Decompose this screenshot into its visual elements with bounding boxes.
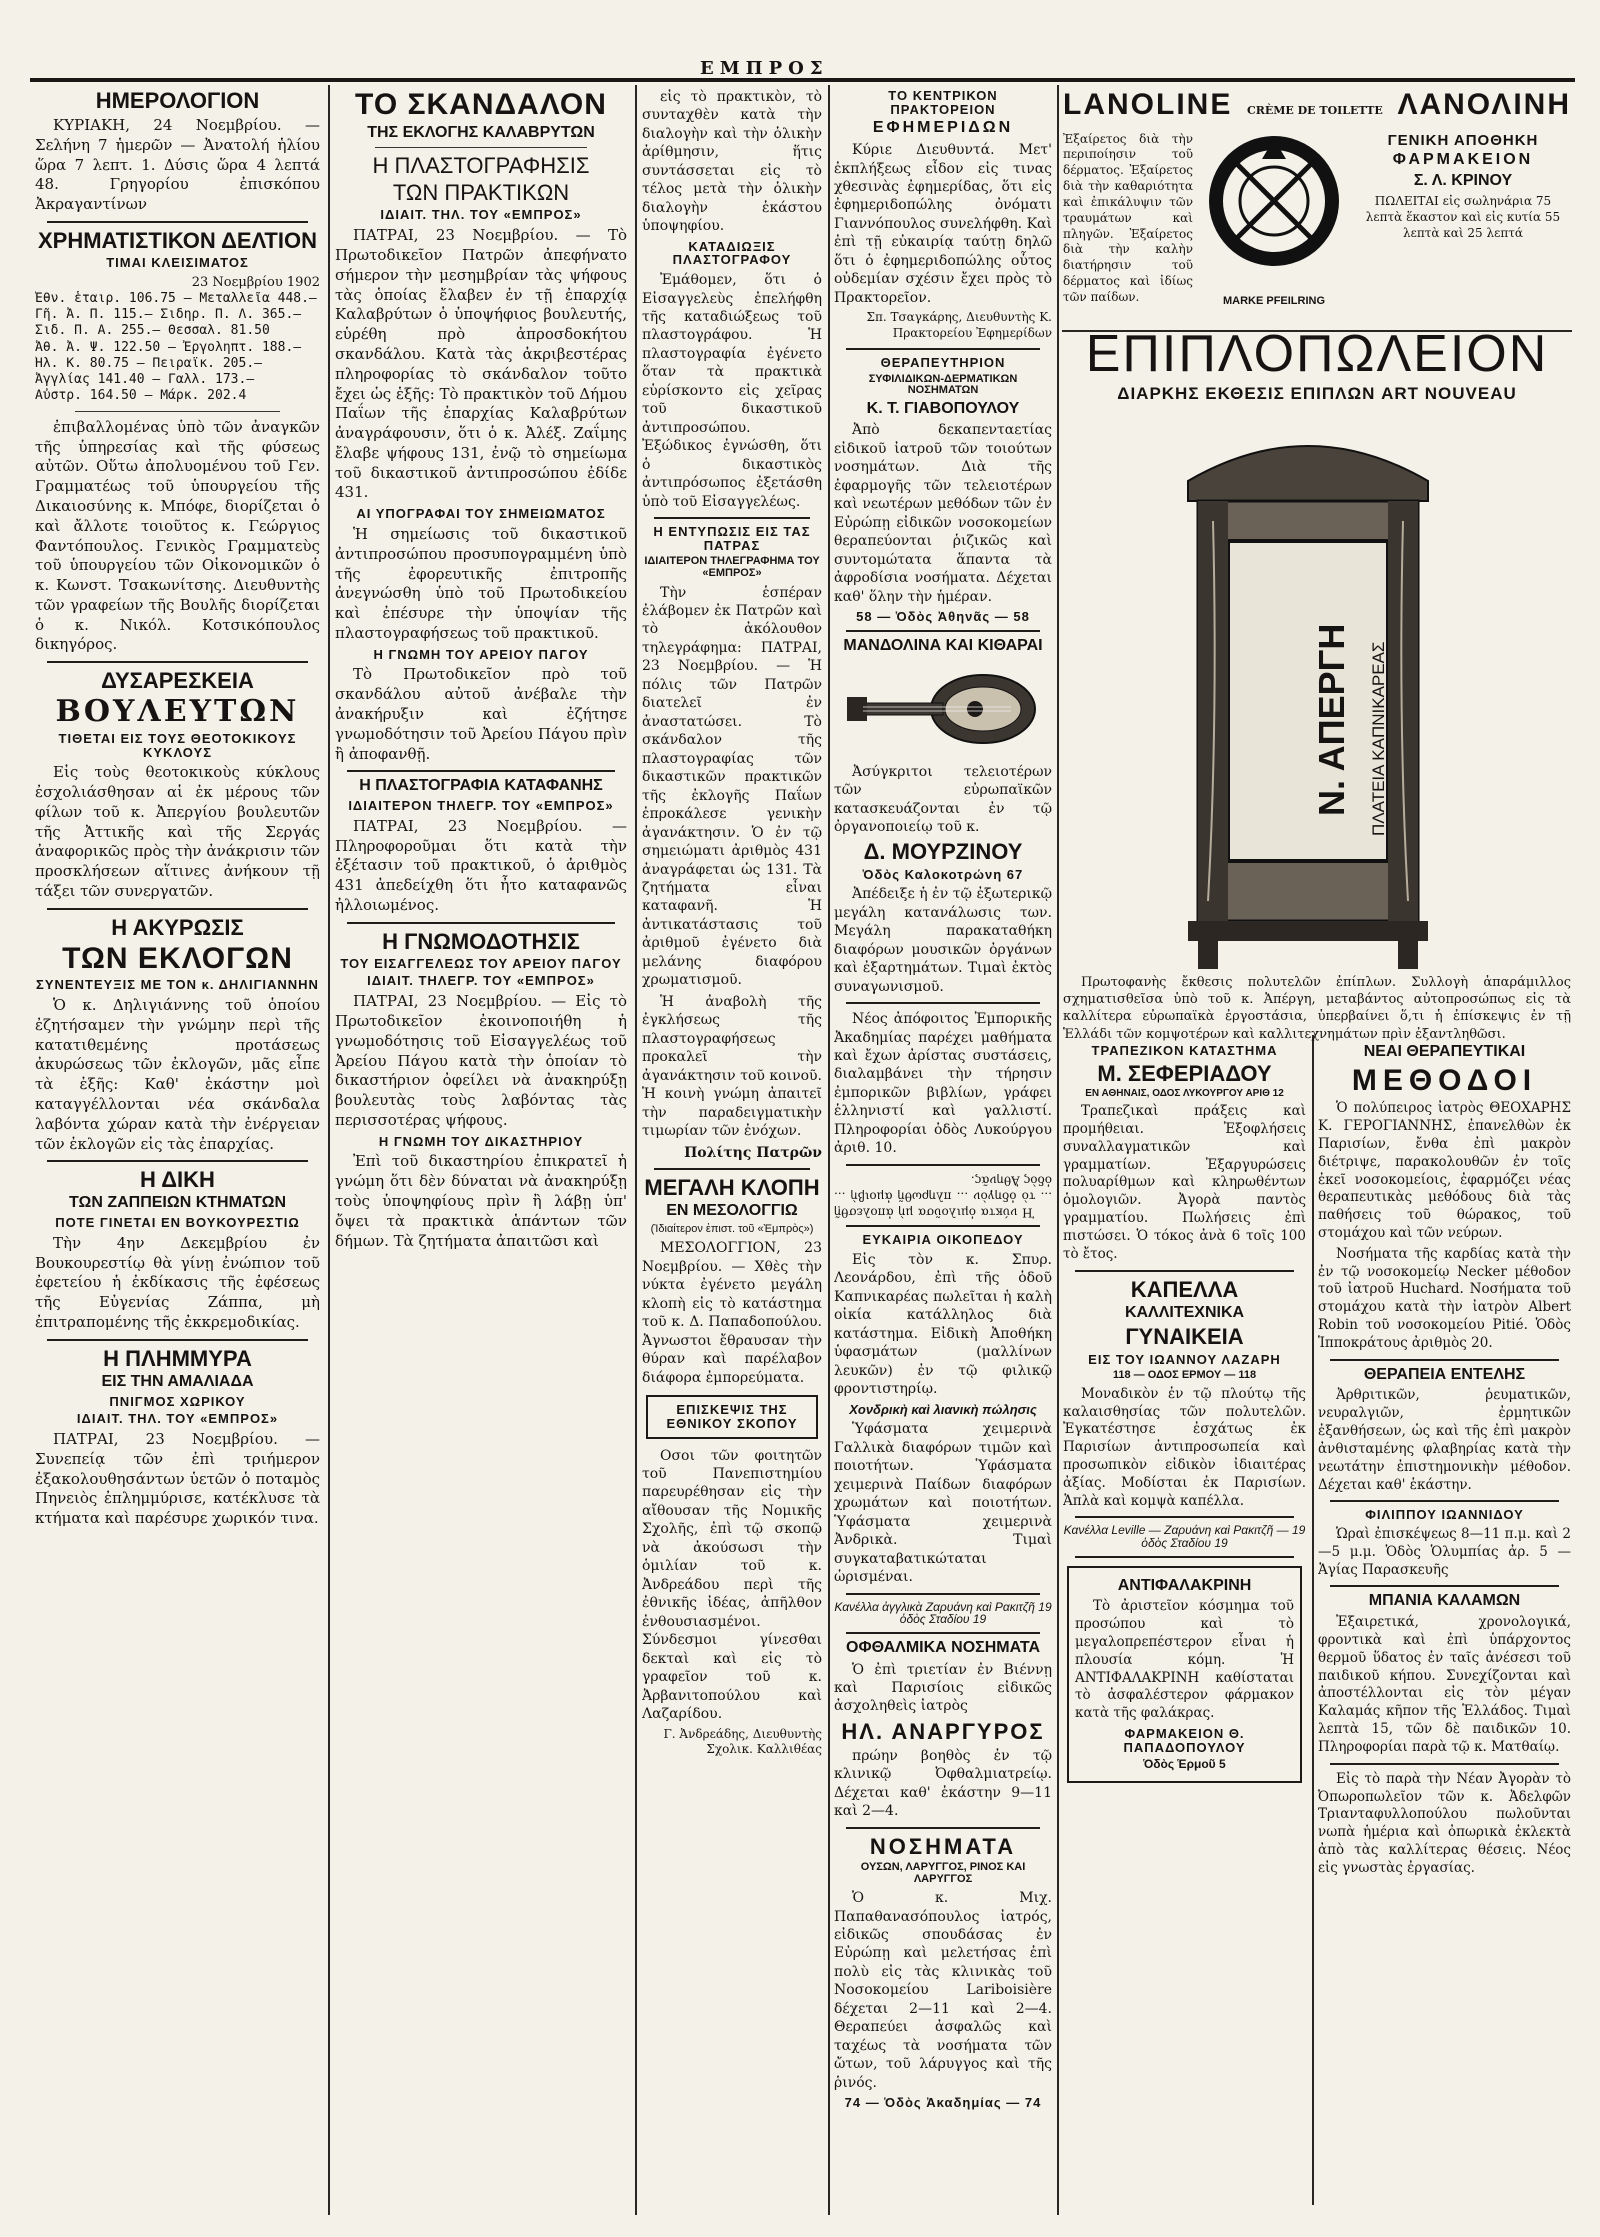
hat-subtitle-2: ΓΥΝΑΙΚΕΙΑ [1125, 1324, 1244, 1350]
divider [846, 1593, 1040, 1595]
finance-row: Ἐθν. ἑταιρ. 106.75 — Μεταλλεῖα 448.— [35, 290, 317, 306]
therapy-title: ΘΕΡΑΠΕΙΑ ΕΝΤΕΛΗΣ [1363, 1365, 1526, 1383]
col3-sub2: Η ΕΝΤΥΠΩΣΙΣ ΕΙΣ ΤΑΣ ΠΑΤΡΑΣ [653, 524, 811, 553]
med-text-2: Νοσήματα τῆς καρδίας κατὰ τὴν ἐν τῷ νοσοκομείῳ Necker μέθοδον τοῦ ἰατροῦ Huchard. Νοσήματα τοῦ στομάχου κατὰ τὴν ἰατρὸν Albert Robin τοῦ νοσοκομείου Pitié. Ὁδὸς Ἱπποκράτους ἀριθμὸς 20. [1318, 1245, 1571, 1351]
ad3-text: Ἀσύγκριτοι τελειοτέρων τῶν εὐρωπαϊκῶν κατασκευάζονται ἐν τῷ ὀργανοποιείῳ τοῦ κ. [834, 763, 1052, 836]
pfeilring-logo-icon [1204, 129, 1344, 289]
col3-text-5: ΜΕΣΟΛΟΓΓΙΟΝ, 23 Νοεμβρίου. — Χθὲς τὴν νύκτα ἐγένετο μεγάλη κλοπὴ εἰς τὸ κατάστημα τοῦ κ. Δ. Παπαδοπούλου. Ἀγνωστοι ἔθραυσαν τὴν θύραν καὶ παρέλαβον διάφορα ἐμπορεύματα. [642, 1240, 822, 1386]
ad6-title-2: Χονδρικὴ καὶ λιανικὴ πώλησις [849, 1401, 1037, 1417]
ad8-title: ΟΦΘΑΛΜΙΚΑ ΝΟΣΗΜΑΤΑ [846, 1638, 1040, 1656]
divider [846, 1164, 1040, 1166]
divider [47, 661, 308, 663]
scandal-subtitle: ΤΗΣ ΕΚΛΟΓΗΣ ΚΑΛΑΒΡΥΤΩΝ [367, 123, 595, 141]
lanoline-right: ΛΑΝΟΛΙΝΗ [1397, 88, 1571, 121]
ad1-sign: Σπ. Τσαγκάρης, Διευθυντὴς Κ. Πρακτορείου Ἐφημερίδων [866, 310, 1052, 341]
scandal-text-2: Ἡ σημείωσις τοῦ δικαστικοῦ ἀντιπροσώπου προσυπογραμμένη ὑπὸ τῆς ἐφορευτικῆς ἐπιτροπῆς ἀνεγνώσθη ὑπὸ τοῦ Πρωτοδικείου καὶ ἐπέσυρε τὴν ὑποψίαν τῆς πλαστογραφήσεως τοῦ πρακτικοῦ. [335, 524, 627, 642]
baths-text: Ἐξαιρετικά, χρονολογικά, φροντικὰ καὶ ἐπὶ ὑπάρχοντος θερμοῦ ὕδατος ἐν ταῖς ἀνέσεσι τοῦ παιδικοῦ κήπου. Συνεχίζονται καὶ ἀποστέλλονται εἰς τὸν μέγαν Καλαμάς κῆπον τῆς Ἑλλάδος. Τιμαὶ λεπτὰ 15, τῶν δὲ παιδικῶν 10. Πληροφορίαι παρὰ τῷ κ. Ματθαίῳ. [1318, 1614, 1571, 1755]
column-5-right [1318, 1040, 1571, 2205]
ad7-text: Κανέλλα ἀγγλικὰ Ζαρυάνη καὶ Ρακιτζῆ 19 ὁδὸς Σταδίου 19 [834, 1599, 1052, 1627]
ad2-name: Κ. Τ. ΓΙΑΒΟΠΟΥΛΟΥ [866, 399, 1020, 417]
philippou-text: Ὡραὶ ἐπισκέψεως 8—11 π.μ. καὶ 2—5 μ.μ. Ὁδὸς Ὁλυμπίας ἀρ. 5 — Ἁγίας Παρασκευῆς [1318, 1525, 1571, 1578]
col3-text-1: εἰς τὸ πρακτικὸν, τὸ συνταχθὲν κατὰ τὴν διαλογὴν καὶ τὴν ὁλικὴν ἀρίθμησιν, ἥτις συντάσσεται εἰς τὸ τέλος μετὰ τὴν ὁλικὴν διαλογὴν ἑκάστου ὑποψηφίου. [642, 89, 822, 235]
diki-subtitle: ΤΩΝ ΖΑΠΠΕΙΩΝ ΚΤΗΜΑΤΩΝ [69, 1194, 286, 1212]
med-subtitle: ΜΕΘΟΔΟΙ [1351, 1063, 1538, 1097]
ad2-title: ΘΕΡΑΠΕΥΤΗΡΙΟΝ [880, 354, 1006, 370]
column-rule [635, 85, 637, 2215]
canella-ad: Κανέλλα Leville — Ζαρυάνη καὶ Ρακιτζῆ — 19 ὁδὸς Σταδίου 19 [1063, 1523, 1306, 1550]
bank-address: ΕΝ ΑΘΗΝΑΙΣ, ΟΔΟΣ ΛΥΚΟΥΡΓΟΥ ΑΡΙΘ 12 [1085, 1087, 1284, 1099]
divider [1330, 1585, 1559, 1587]
ad8-text-2: πρώην βοηθὸς ἐν τῷ κλινικῷ Ὀφθαλμιατρείῳ. Δέχεται καθ' ἑκάστην 9—11 καὶ 2—4. [834, 1748, 1052, 1820]
ekloghon-text: Ὁ κ. Δηλιγιάννης τοῦ ὁποίου ἐζητήσαμεν τὴν γνώμην περὶ τῆς κατατιθεμένης προτάσεως ἀκυρώσεως τῶν ἐκλογῶν, μᾶς εἶπε τὰ ἑξῆς: Καθ' ἑκάστην μοὶ καταγγέλλονται νέα σκάνδαλα λαβόντα χώραν κατὰ τὴν ἐνέργειαν τῶν ἐκλογῶν εἰς τὰς ἐπαρχίας. [35, 995, 320, 1153]
bank-title: ΤΡΑΠΕΖΙΚΟΝ ΚΑΤΑΣΤΗΜΑ [1091, 1043, 1278, 1058]
lanoline-body [1063, 129, 1571, 309]
mandolin-illustration [843, 661, 1043, 757]
scandal-text-5: ΠΑΤΡΑΙ, 23 Νοεμβρίου. — Εἰς τὸ Πρωτοδικεῖον ἐκοινοποιήθη ἡ γνωμοδότησις τοῦ Εἰσαγγελέως τοῦ Ἀρείου Πάγου κατὰ τὴν ὁποίαν τὸ δικαστήριον ὀφείλει νὰ ἀνακηρύξῃ βουλευτὰς τοὺς λαβόντας τὰς περισσοτέρας ψήφους. [335, 992, 627, 1129]
col3-text-2: Ἐμάθομεν, ὅτι ὁ Εἰσαγγελεὺς ἐπελήφθη τῆς καταδιώξεως τοῦ πλαστογράφου. Ἡ πλαστογραφία ἐγένετο ὅταν τὰ πρακτικὰ εὑρίσκοντο εἰς χεῖρας τοῦ δικαστικοῦ ἀντιπροσώπου. Ἐξώδικος ἐγνώσθη, ὅτι ὁ δικαστικὸς ἀντιπρόσωπος ἐξετάσθη ὑπὸ τοῦ Εἰσαγγελέως. [642, 272, 822, 510]
col3-sub3c: (Ἰδιαίτερον ἐπιστ. τοῦ «Ἐμπρὸς») [650, 1222, 814, 1235]
divider [1075, 1556, 1294, 1558]
hat-name: ΕΙΣ ΤΟΥ ΙΩΑΝΝΟΥ ΛΑΖΑΡΗ [1088, 1351, 1281, 1367]
furniture-vertical-name-right: Ν. ΑΠΕΡΓΗ [1311, 623, 1352, 817]
calendar-title: ΗΜΕΡΟΛΟΓΙΟΝ [95, 88, 260, 113]
scandal-sub2b: ΤΩΝ ΠΡΑΚΤΙΚΩΝ [392, 180, 570, 206]
hat-text: Μοναδικὸν ἐν τῷ πλούτῳ τῆς καλαισθησίας τῶν πολυτελῶν. Ἐγκατέστησε ἐσχάτως ἐκ Παρισίων ἀντιπροσωπεία καὶ προσωπικὸν εἰδικὸν ἰδιαιτέρας ἀξίας. Μοδίσται ἐκ Παρισίων. Ἁπλὰ καὶ κομψὰ καπέλλα. [1063, 1385, 1306, 1509]
ad9-subtitle: ΟΥΣΩΝ, ΛΑΡΥΓΓΟΣ, ΡΙΝΟΣ ΚΑΙ ΛΑΡΥΓΓΟΣ [860, 1860, 1026, 1885]
hat-address: 118 — ΟΔΟΣ ΕΡΜΟΥ — 118 [1112, 1369, 1257, 1382]
dysarestia-title: ΔΥΣΑΡΕΣΚΕΙΑ [101, 668, 254, 694]
antifalakrini-box [1067, 1566, 1302, 1783]
divider [654, 517, 810, 519]
column-rule [828, 85, 830, 2215]
column-5-left [1063, 1040, 1306, 2205]
col3-sub2b: ΙΔΙΑΙΤΕΡΟΝ ΤΗΛΕΓΡΑΦΗΜΑ ΤΟΥ «ΕΜΠΡΟΣ» [644, 555, 820, 579]
scandal-sub6: Η ΠΛΑΣΤΟΓΡΑΦΙΑ ΚΑΤΑΦΑΝΗΣ [359, 777, 603, 795]
ad4-text: Νέος ἀπόφοιτος Ἐμπορικῆς Ἀκαδημίας παρέχει μαθήματα καὶ ἔχων ἀρίστας συστάσεις, διαλαμβάνει τὴν τήρησιν ἐμπορικῶν βιβλίων, γράφει ἑλληνιστί καὶ γαλλιστί. Πληροφορίαι ὁδὸς Λυκούργου ἀριθ. 10. [834, 1011, 1052, 1157]
bank-name: Μ. ΣΕΦΕΡΙΑΔΟΥ [1097, 1060, 1272, 1086]
ad6-title: ΕΥΚΑΙΡΙΑ ΟΙΚΟΠΕΔΟΥ [862, 1232, 1024, 1248]
ad8-name: ΗΛ. ΑΝΑΡΓΥΡΟΣ [841, 1718, 1045, 1744]
column-rule [1057, 85, 1059, 2215]
finance-row: Αὐστρ. 164.50 — Μάρκ. 202.4 [35, 388, 247, 404]
therapy-text: Ἀρθριτικῶν, ῥευματικῶν, νευραλγιῶν, ἐρμητικῶν ἐξανθήσεων, ὡς καὶ τῆς ἐπὶ μακρὸν ἀνθισταμένης φλαβηρίας κατὰ τὴν νεωτάτην ἐπιστημονικὴν μέθοδον. Δέχεται καθ' ἑκάστην. [1318, 1387, 1571, 1493]
lanoline-brand: MARKE PFEILRING [1222, 294, 1326, 307]
finance-text: ἐπιβαλλομένας ὑπὸ τῶν ἀναγκῶν τῆς ὑπηρεσίας καὶ τῆς φύσεως αὐτῶν. Οὕτω ἀπολυομένου τοῦ Γεν. Γραμματέως τοῦ ὑπουργείου τῆς Δικαιοσύνης κ. Μπόφε, διορίζεται ὁ καὶ ἄλλοτε τοιοῦτος κ. Γεώργιος Φαντόπουλος. Γενικὸς Γραμματεὺς τοῦ ὑπουργείου τῶν Οἰκονομικῶν ὁ κ. Κωνστ. Τσακωνίτσης. Διευθυντὴς τῶν γραφείων τῆς Βουλῆς διορίζεται ὁ κ. Νικόλ. Κοτσικόπουλος δικηγόρος. [35, 417, 320, 654]
lanoline-store-title: ΓΕΝΙΚΗ ΑΠΟΘΗΚΗ [1387, 131, 1539, 149]
finance-date: 23 Νοεμβρίου 1902 [191, 274, 320, 290]
lanoline-store-name: Σ. Λ. ΚΡΙΝΟΥ [1413, 172, 1513, 190]
col3-sub3b: ΕΝ ΜΕΣΟΛΟΓΓΙΩ [666, 1202, 798, 1220]
scandal-sub7c: ΙΔΙΑΙΤ. ΤΗΛΕΓΡ. ΤΟΥ «ΕΜΠΡΟΣ» [367, 973, 595, 989]
bouleuton-subtitle: ΤΙΘΕΤΑΙ ΕΙΣ ΤΟΥΣ ΘΕΟΤΟΚΙΚΟΥΣ ΚΥΚΛΟΥΣ [58, 730, 297, 760]
diki-title: Η ΔΙΚΗ [140, 1167, 215, 1193]
divider [654, 1168, 810, 1170]
masthead: ΕΜΠΡΟΣ [700, 58, 829, 79]
lanoline-text: Ἐξαίρετος διὰ τὴν περιποίησιν τοῦ δέρματος. Ἐξαίρετος διὰ τὴν καθαριότητα καὶ ἐπικάλυψιν τῶν τραυμάτων καὶ πληγῶν. Ἐξαίρετος διὰ τὴν καλὴν διατήρησιν τοῦ δέρματος καὶ ἰδίως τῶν παίδων. [1063, 131, 1193, 304]
divider [375, 147, 587, 148]
lanoline-left: LANOLINE [1063, 88, 1233, 121]
divider [846, 630, 1040, 632]
divider [1075, 1270, 1294, 1272]
ekloghon-subtitle: ΣΥΝΕΝΤΕΥΞΙΣ ΜΕ ΤΟΝ κ. ΔΗΛΙΓΙΑΝΝΗΝ [36, 977, 319, 993]
divider [47, 1160, 308, 1162]
plimmyra-subtitle: ΕΙΣ ΤΗΝ ΑΜΑΛΙΑΔΑ [101, 1372, 254, 1390]
bouleuton-title: ΒΟΥΛΕΥΤΩΝ [55, 694, 300, 730]
plimmyra-subtitle-2: ΠΝΙΓΜΟΣ ΧΩΡΙΚΟΥ [109, 1393, 246, 1409]
ad6-text: Εἰς τὸν κ. Σπυρ. Λεονάρδου, ἐπὶ τῆς ὁδοῦ Καπνικαρέας πωλεῖται ἡ καλὴ οἰκία κατάλληλος διὰ κατάστημα. Εἰδικὴ Ἀποθήκη ὑφασμάτων (μαλλίνων λευκῶν) ἐν τῷ φιλικῷ φροντιστηρίῳ. [834, 1251, 1052, 1398]
antifalakrini-title: ΑΝΤΙΦΑΛΑΚΡΙΝΗ [1117, 1576, 1252, 1594]
antifalakrini-store: ΦΑΡΜΑΚΕΙΟΝ Θ. ΠΑΠΑΔΟΠΟΥΛΟΥ [1123, 1726, 1246, 1755]
col3-text-4: Ἡ ἀναβολὴ τῆς ἐγκλήσεως τῆς πλαστογραφήσεως προκαλεῖ τὴν ἀγανάκτησιν τοῦ κοινοῦ. Ἡ κοινὴ γνώμη ἀπαιτεῖ τὴν παραδειγματικὴν τιμωρίαν τῶν ἐνόχων. [642, 993, 822, 1140]
column-5-top [1063, 85, 1571, 1045]
col3-text-3: Τὴν ἑσπέραν ἐλάβομεν ἐκ Πατρῶν καὶ τὸ ἀκόλουθον τηλεγράφημα: ΠΑΤΡΑΙ, 23 Νοεμβρίου. — Ἡ πόλις τῶν Πατρῶν διατελεῖ ἐν ἀναστατώσει. Τὸ σκάνδαλον τῆς πλαστογραφίας τῶν δικαστικῶν πρακτικῶν τῆς ἐκλογῆς Παΐων ἐπροκάλεσε γενικὴν ἀγανάκτησιν. Ὁ ἐν τῷ σημειώματι ἀριθμὸς 431 ἀναγράφεται ὡς 131. Τὰ ζητήματα εἶναι καταφανῆ. Ἡ ἀντικατάστασις τοῦ ἀριθμοῦ ἐγένετο διὰ μελάνης διαφόρου χρωματισμοῦ. [642, 584, 822, 989]
divider [1330, 1359, 1559, 1361]
ad3-name: Δ. ΜΟΥΡΖΙΝΟΥ [863, 839, 1023, 865]
column-3 [642, 85, 822, 2205]
hat-subtitle: ΚΑΛΛΙΤΕΧΝΙΚΑ [1124, 1303, 1245, 1321]
scandal-text-6: Ἐπὶ τοῦ δικαστηρίου ἐπικρατεῖ ἡ γνώμη ὅτι δὲν δύναται νὰ ἀνακηρύξῃ τοὺς ὑποψηφίους πρὶν ἢ λάβῃ ὑπ' ὄψει τὰ πρακτικὰ ἁπάντων τῶν δήμων. Τὰ ζητήματα ἀπαιτῶσι καὶ [335, 1152, 627, 1250]
ad2-text: Ἀπὸ δεκαπενταετίας εἰδικοῦ ἰατροῦ τῶν τοιούτων νοσημάτων. Διὰ τῆς ἐφαρμογῆς τῶν τελειοτέρων καὶ νεωτέρων μεθόδων τῶν ἐν Εὐρώπῃ εἰδικῶν νοσοκομείων θεραπεύονται ῥιζικῶς καὶ συντομώτατα ἅπαντα τὰ ἀφροδίσια νοσήματα. Δέχεται καθ' ὅλην τὴν ἡμέραν. [834, 422, 1052, 605]
antifalakrini-address: Ὁδὸς Ἑρμοῦ 5 [1143, 1757, 1226, 1772]
end-text: Εἰς τὸ παρὰ τὴν Νέαν Ἀγορὰν τὸ Ὀπωροπωλεῖον τῶν κ. Ἀδελφῶν Τριανταφυλλοπούλου πωλοῦνται νωπὰ ἡμέρια καὶ ὀπωρικὰ ἐκλεκτὰ ἀπὸ τὰς καλλίτερας θέσεις. Νέος εἰς γνωστὰς ἐργασίας. [1318, 1770, 1571, 1876]
scandal-sub2a: Η ΠΛΑΣΤΟΓΡΑΦΗΣΙΣ [372, 153, 590, 179]
divider [846, 1002, 1040, 1004]
scandal-sub7b: ΤΟΥ ΕΙΣΑΓΓΕΛΕΩΣ ΤΟΥ ΑΡΕΙΟΥ ΠΑΓΟΥ [340, 955, 622, 971]
ad9-address: 74 — Ὁδὸς Ἀκαδημίας — 74 [844, 2095, 1042, 2111]
plimmyra-subtitle-3: ΙΔΙΑΙΤ. ΤΗΛ. ΤΟΥ «ΕΜΠΡΟΣ» [76, 1411, 279, 1427]
ad9-text: Ὁ κ. Μιχ. Παπαθανασόπουλος ἰατρός, εἰδικῶς σπουδάσας ἐν Εὐρώπῃ καὶ μελετήσας ἐπὶ πολὺ εἰς τὰς κλινικὰς τοῦ Νοσοκομείου Lariboisière δέχεται 2—11 καὶ 2—4. Θεραπεύει ἀσφαλῶς καὶ ταχέως τὰ νοσήματα τῶν ὤτων, τοῦ λάρυγγος καὶ τῆς ῥινός. [834, 1890, 1052, 2091]
column-2 [335, 85, 627, 2205]
finance-row: Σιδ. Π. Α. 255.— Θεσσαλ. 81.50 [35, 323, 270, 339]
ad6-text-2: Ὑφάσματα χειμερινὰ Γαλλικὰ διαφόρων τιμῶν καὶ ποιοτήτων. Ὑφάσματα χειμερινὰ Παίδων διαφόρων χρωμάτων καὶ ποιοτήτων. Ὑφάσματα χειμερινὰ Ἀνδρικὰ. Τιμαὶ συγκαταβατικώταται ὡρισμέναι. [834, 1421, 1052, 1586]
lanoline-creme: CRÈME DE TOILETTE [1246, 104, 1383, 117]
scandal-text-1: ΠΑΤΡΑΙ, 23 Νοεμβρίου. — Τὸ Πρωτοδικεῖον Πατρῶν ἀπεφήνατο σήμερον τὴν μεσημβρίαν τὰς ψήφους τὰς ὁποίας ἔλαβεν ἐν τῇ ἐπαρχίᾳ Καλαβρύτων ὁ ὑποψήφιος βουλευτής, εὑρέθη πρὸ ἀπροσδοκήτου σκανδάλου. Κατὰ τὰς ἀκριβεστέρας πληροφορίας τὸ σκάνδαλον τοῦτο ἔχει ὡς ἑξῆς: Τὸ πρακτικὸν τοῦ Δήμου Παΐων τῆς ἐπαρχίας Καλαβρύτων ἀναγράφουσιν, ὅτι ὁ κ. Ἀλέξ. Ζαΐμης ἔλαβε ψήφους 131, ἐνῷ τὸ σημείωμα τοῦ δικαστικοῦ ἀντιπροσώπου ἐδίδε 431. [335, 226, 627, 502]
ad2-subtitle: ΣΥΦΙΛΙΔΙΚΩΝ-ΔΕΡΜΑΤΙΚΩΝ ΝΟΣΗΜΑΤΩΝ [868, 372, 1018, 397]
calendar-text: ΚΥΡΙΑΚΗ, 24 Νοεμβρίου. — Σελήνη 7 ἡμερῶν — Ἀνατολή ἡλίου ὥρα 7 λεπτ. 1. Δύσις ὥρα 4 λεπτά 48. Γρηγορίου ἐπισκόπου Ἀκραγαντίνων [35, 116, 320, 214]
divider [846, 1225, 1040, 1227]
ekloghon-title: ΤΩΝ ΕΚΛΟΓΩΝ [62, 941, 293, 975]
finance-table [35, 291, 320, 405]
scandal-sub5: Η ΓΝΩΜΗ ΤΟΥ ΑΡΕΙΟΥ ΠΑΓΟΥ [373, 646, 589, 662]
column-4 [834, 85, 1052, 2205]
scandal-text-4: ΠΑΤΡΑΙ, 23 Νοεμβρίου. — Πληροφοροῦμαι ὅτι κατὰ τὴν ἐξέτασιν τοῦ πρακτικοῦ, ὁ ἀριθμὸς 431 ἀπεδείχθη ὅτι ἦτο καταφανῶς ἠλλοιωμένος. [335, 816, 627, 914]
divider [846, 1632, 1040, 1634]
divider [47, 1339, 308, 1341]
ad2-address: 58 — Ὁδὸς Ἀθηνᾶς — 58 [856, 609, 1030, 625]
ad8-text: Ὁ ἐπὶ τριετίαν ἐν Βιέννῃ καὶ Παρισίοις εἰδικῶς ἀσχοληθεὶς ἰατρὸς [834, 1661, 1052, 1715]
divider [347, 770, 615, 772]
divider [47, 221, 308, 223]
col3-sub1: ΚΑΤΑΔΙΩΞΙΣ ΠΛΑΣΤΟΓΡΑΦΟΥ [672, 238, 792, 268]
divider [1330, 1500, 1559, 1502]
furniture-illustration [1063, 411, 1571, 971]
finance-subtitle: ΤΙΜΑΙ ΚΛΕΙΣΙΜΑΤΟΣ [106, 255, 249, 271]
divider [1330, 1763, 1559, 1765]
finance-row: Ἠλ. Κ. 80.75 — Πειραϊκ. 205.— [35, 355, 262, 371]
finance-title: ΧΡΗΜΑΤΙΣΤΙΚΟΝ ΔΕΛΤΙΟΝ [38, 228, 317, 254]
ad1-subtitle: ΕΦΗΜΕΡΙΔΩΝ [872, 119, 1014, 137]
finance-row: Ἀγγλίας 141.40 — Γαλλ. 173.— [35, 372, 255, 388]
plimmyra-text: ΠΑΤΡΑΙ, 23 Νοεμβρίου. — Συνεπείᾳ τῶν ἐπὶ τριήμερον ἐξακολουθησάντων ὑετῶν ὁ ποταμὸς Πηνειὸς ἐπλημμύρισε, κατέκλυσε τὰ κτήματα καὶ παρέσυρε χωρικόν τινα. [35, 1430, 320, 1528]
bouleuton-text: Εἰς τοὺς θεοτοκικοὺς κύκλους ἐσχολιάσθησαν αἱ ἐκ μέρους τῶν φίλων τοῦ κ. Ἀπεργίου βουλευτῶν τῆς Ἀττικῆς καὶ τῆς Σεργάς ἀναφορικῶς πρὸς τὴν ἀνάκρισιν τῶν προσκλήσεων αἵτινες ἀνήκουν τῇ τάξει τῶν συνεργατῶν. [35, 763, 320, 900]
baths-title: ΜΠΑΝΙΑ ΚΑΛΑΜΩΝ [1368, 1592, 1521, 1610]
divider [347, 922, 615, 924]
col3-sign-1: Πολίτης Πατρῶν [684, 1144, 822, 1161]
lanoline-store [1355, 129, 1571, 309]
scandal-sub7: Η ΓΝΩΜΟΔΟΤΗΣΙΣ [382, 928, 580, 954]
divider [1075, 1516, 1294, 1518]
plimmyra-title: Η ΠΛΗΜΜΥΡΑ [103, 1345, 252, 1371]
ad9-title: ΝΟΣΗΜΑΤΑ [869, 1833, 1017, 1859]
lanoline-price: ΠΩΛΕΙΤΑΙ εἰς σωληνάρια 75 λεπτὰ ἕκαστον καὶ εἰς κυτία 55 λεπτὰ καὶ 25 λεπτά [1365, 193, 1561, 240]
ad1-title: ΤΟ ΚΕΝΤΡΙΚΟΝ ΠΡΑΚΤΟΡΕΙΟΝ [888, 88, 998, 117]
furniture-vertical-square-right: ΠΛΑΤΕΙΑ ΚΑΠΝΙΚΑΡΕΑΣ [1369, 641, 1388, 837]
lanoline-store: ΦΑΡΜΑΚΕΙΟΝ [1392, 151, 1534, 169]
bank-text: Τραπεζικαὶ πράξεις καὶ προμήθειαι. Ἐξοφλήσεις συναλλαγματικῶν καὶ γραμματίων. Ἐξαργυρώσεις πολυαρίθμων καὶ κληρωθέντων ὁμολογιῶν. Ἀγορὰ παντὸς γραμματίου. Πωλήσεις ἐπὶ πιστώσει. Ὁ τόκος ἀνὰ 6 τοῖς 100 τὸ ἔτος. [1063, 1103, 1306, 1262]
antifalakrini-text: Τὸ ἀριστεῖον κόσμημα τοῦ προσώπου καὶ τὸ μεγαλοπρεπέστερον εἶναι ἡ πλουσία κόμη. Ἡ ΑΝΤΙΦΑΛΑΚΡΙΝΗ καθίσταται τὸ ἀσφαλέστερον φάρμακον κατὰ τῆς φαλάκρας. [1075, 1598, 1294, 1722]
med-title: ΝΕΑΙ ΘΕΡΑΠΕΥΤΙΚΑΙ [1363, 1043, 1526, 1060]
divider [846, 1827, 1040, 1829]
diki-subtitle-2: ΠΟΤΕ ΓΙΝΕΤΑΙ ΕΝ ΒΟΥΚΟΥΡΕΣΤΙΩ [55, 1215, 300, 1231]
furniture-title: ΕΠΙΠΛΟΠΩΛΕΙΟΝ [1085, 324, 1549, 383]
scandal-title: ΤΟ ΣΚΑΝΔΑΛΟΝ [355, 88, 607, 121]
scandal-text-3: Τὸ Πρωτοδικεῖον πρὸ τοῦ σκανδάλου αὐτοῦ ἀνέβαλε τὴν ἀνακήρυξιν καὶ ἐζήτησε γνωμοδότησιν τοῦ Ἀρείου Πάγου πρὶν ἢ ἀποφανθῇ. [335, 665, 627, 763]
ad3-text-2: Ἀπέδειξε ἡ ἐν τῷ ἐξωτερικῷ μεγάλη κατανάλωσις των. Μεγάλη παρακαταθήκη διαφόρων μουσικῶν ὀργάνων καὶ ἐξαρτημάτων. Τιμαὶ ἐκτὸς συναγωνισμοῦ. [834, 886, 1052, 995]
divider [47, 908, 308, 910]
lanoline-header [1063, 85, 1571, 125]
column-rule [328, 85, 330, 2215]
column-1 [35, 85, 320, 2205]
col3-sub4: ΕΠΙΣΚΕΨΙΣ ΤΗΣ ΕΘΝΙΚΟΥ ΣΚΟΠΟΥ [646, 1395, 818, 1438]
col3-sub3: ΜΕΓΑΛΗ ΚΛΟΠΗ [644, 1175, 820, 1201]
column-rule [1312, 1035, 1314, 2205]
divider [75, 411, 280, 412]
ad1-text: Κύριε Διευθυντά. Μετ' ἐκπλήξεως εἶδον εἰς τινας χθεσινὰς ἐφημερίδας, ὅτι εἰς ἐφημεριδοπώλης ὀνόματι Γιαννόπουλος συνελήφθη. Καὶ ἐπὶ τῇ εὐκαιρίᾳ ταύτῃ δηλῶ ὅτι ὁ ἐφημεριδοπώλης οὗτος οὐδεμίαν σχέσιν ἔχει πρὸς τὸ Πρακτορεῖον. [834, 142, 1052, 306]
diki-text: Τὴν 4ην Δεκεμβρίου ἐν Βουκουρεστίῳ θὰ γίνῃ ἐνώπιον τοῦ ἐφετείου ἡ ἐκδίκασις τῆς ἐφέσεως τῆς Εὐγενίας Ζάππα, μὴ ἐπιτραπομένης τῆς ἐκκρεμοδικίας. [35, 1233, 320, 1332]
ad3-title: ΜΑΝΔΟΛΙΝΑ ΚΑΙ ΚΙΘΑΡΑΙ [843, 636, 1043, 654]
scandal-sub8: Η ΓΝΩΜΗ ΤΟΥ ΔΙΚΑΣΤΗΡΙΟΥ [378, 1133, 584, 1149]
ad5-text: Ἡ νύκτα ὁμιλοῦσα μὴ ἀπολεσθῇ ... τὸ ὁδηγὸν ... πληρωθῆ ἀμοιβὴ ... ὁδὸς Ἀθηνᾶς. [834, 1173, 1052, 1220]
finance-row: Ἀθ. Ἀ. Ψ. 122.50 — Ἐργοληπτ. 188.— [35, 339, 302, 355]
furniture-text: Πρωτοφανὴς ἔκθεσις πολυτελῶν ἐπίπλων. Συλλογὴ ἀπαράμιλλος σχηματισθεῖσα ὑπὸ τοῦ κ. Ἀπέργη, μεταβάντος αὐτοπροσώπως εἰς τὰ καλλίτερα εὐρωπαϊκὰ ἐργοστάσια, ὑπερβαίνει ὅ,τι ἡ ἐπίσκεψις ἐν τῇ Ἑλλάδι τῶν κομψοτέρων καὶ καλλιτεχνημάτων πρὶν ἐξαντληθῶσι. [1063, 975, 1571, 1042]
scandal-sub3: ΙΔΙΑΙΤ. ΤΗΛ. ΤΟΥ «ΕΜΠΡΟΣ» [380, 207, 582, 223]
furniture-subtitle: ΔΙΑΡΚΗΣ ΕΚΘΕΣΙΣ ΕΠΙΠΛΩΝ ART NOUVEAU [1117, 384, 1517, 404]
akyrosis-title: Η ΑΚΥΡΩΣΙΣ [111, 914, 244, 940]
med-text: Ὁ πολύπειρος ἰατρὸς ΘΕΟΧΑΡΗΣ Κ. ΓΕΡΟΓΙΑΝΝΗΣ, ἐπανελθὼν ἐκ Παρισίων, ἔνθα ἐπὶ μακρὸν διέτριψε, παρακολουθῶν ἐν τοῖς ἐκεῖ νοσοκομείοις, ἐφαρμόζει νέας θεραπευτικὰς μεθόδους διὰ τὰς παθήσεις τοῦ θώρακος, τοῦ στομάχου καὶ τῶν νεύρων. [1318, 1100, 1571, 1241]
finance-row: Γῆ. Ἀ. Π. 115.— Σιδηρ. Π. Λ. 365.— [35, 307, 302, 323]
col3-sign-2: Γ. Ἀνδρεάδης, Διευθυντὴς Σχολικ. Καλλιθέας [663, 1726, 822, 1757]
hat-title: ΚΑΠΕΛΛΑ [1130, 1276, 1239, 1302]
divider [846, 348, 1040, 350]
lanoline-logo-wrap [1199, 129, 1349, 309]
col3-text-6: Οσοι τῶν φοιτητῶν τοῦ Πανεπιστημίου παρευρέθησαν εἰς τὴν αἴθουσαν τῆς Νομικῆς Σχολῆς, ἐπὶ τῷ σκοπῷ νὰ ἀκούσωσι τὴν ὁμιλίαν τοῦ κ. Ἀνδρεάδου περὶ τῆς ἐθνικῆς ἰδέας, ἀπῆλθον ἐνθουσιασμένοι. Σύνδεσμοι γίνεσθαι δεκταὶ καὶ εἰς τὸ γραφεῖον τοῦ κ. Ἀρβανιτοπούλου καὶ Λαζαρίδου. [642, 1447, 822, 1723]
scandal-sub6b: ΙΔΙΑΙΤΕΡΟΝ ΤΗΛΕΓΡ. ΤΟΥ «ΕΜΠΡΟΣ» [348, 798, 614, 814]
scandal-sub4: ΑΙ ΥΠΟΓΡΑΦΑΙ ΤΟΥ ΣΗΜΕΙΩΜΑΤΟΣ [356, 506, 606, 522]
philippou-name: ΦΙΛΙΠΠΟΥ ΙΩΑΝΝΙΔΟΥ [1365, 1507, 1524, 1523]
ad3-address: Ὁδὸς Καλοκοτρώνη 67 [862, 866, 1024, 882]
